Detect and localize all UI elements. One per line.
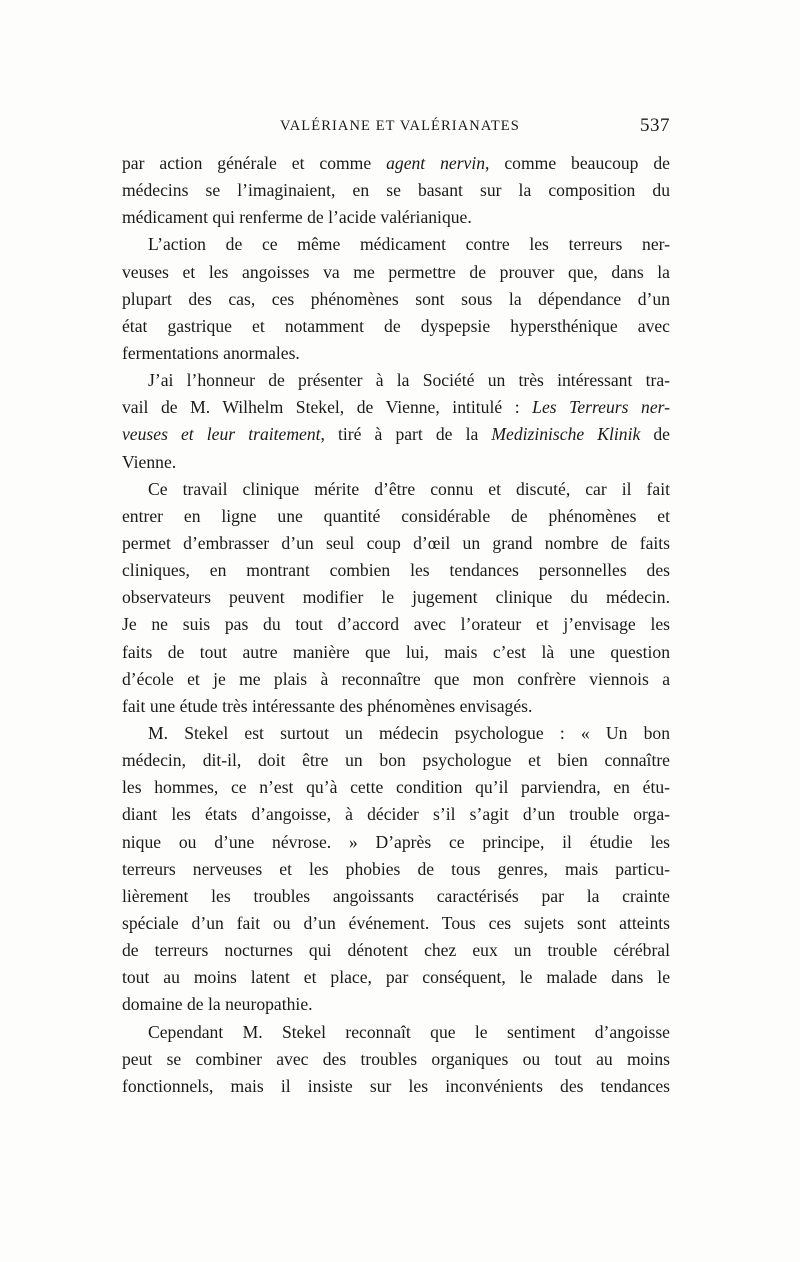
text-line: cliniques, en montrant combien les tendances personnelles des — [122, 560, 670, 581]
text-line: L’action de ce même médicament contre les terreurs ner- — [148, 234, 670, 255]
text-line: vail de M. Wilhelm Stekel, de Vienne, intitulé : Les Terreurs ner- — [122, 397, 670, 418]
text-line: terreurs nerveuses et les phobies de tous genres, mais particu- — [122, 858, 670, 879]
text-line: Ce travail clinique mérite d’être connu et discuté, car il fait — [148, 478, 670, 499]
text-line: plupart des cas, ces phénomènes sont sous la dépendance d’un — [122, 288, 670, 309]
text-line: les hommes, ce n’est qu’à cette condition qu’il parviendra, en étu- — [122, 777, 670, 798]
body-text — [122, 150, 670, 1100]
text-line: domaine de la neuropathie. — [122, 994, 313, 1015]
text-line: M. Stekel est surtout un médecin psychologue : « Un bon — [148, 722, 670, 743]
running-title: VALÉRIANE ET VALÉRIANATES — [280, 118, 520, 134]
text-line: médecins se l’imaginaient, en se basant sur la composition du — [122, 180, 670, 201]
text-line: nique ou d’une névrose. » D’après ce principe, il étudie les — [122, 831, 670, 852]
text-line: veuses et les angoisses va me permettre de prouver que, dans la — [122, 261, 670, 282]
text-line: médicament qui renferme de l’acide valérianique. — [122, 207, 472, 228]
text-line: fonctionnels, mais il insiste sur les inconvénients des tendances — [122, 1075, 670, 1096]
text-line: lièrement les troubles angoissants caractérisés par la crainte — [122, 885, 670, 906]
text-line: veuses et leur traitement, tiré à part de la Medizinische Klinik de — [122, 424, 670, 445]
italic-phrase: veuses et leur traitement — [122, 424, 321, 445]
text-line: Cependant M. Stekel reconnaît que le sentiment d’angoisse — [148, 1021, 670, 1042]
text-line: tout au moins latent et place, par conséquent, le malade dans le — [122, 967, 670, 988]
page-number: 537 — [640, 115, 670, 136]
text-line: état gastrique et notamment de dyspepsie hypersthénique avec — [122, 315, 670, 336]
text-line: d’école et je me plais à reconnaître que mon confrère viennois a — [122, 668, 670, 689]
text-line: permet d’embrasser d’un seul coup d’œil un grand nombre de faits — [122, 532, 670, 553]
text-line: faits de tout autre manière que lui, mais c’est là une question — [122, 641, 670, 662]
text-line: par action générale et comme agent nervin, comme beaucoup de — [122, 153, 670, 173]
italic-phrase: Les Terreurs ner- — [532, 397, 670, 418]
text-line: fermentations anormales. — [122, 342, 300, 363]
text-line: Je ne suis pas du tout d’accord avec l’orateur et j’envisage les — [122, 614, 670, 635]
text-line: diant les états d’angoisse, à décider s’il s’agit d’un trouble orga- — [122, 804, 670, 825]
running-head — [122, 116, 670, 140]
text-line: peut se combiner avec des troubles organiques ou tout au moins — [122, 1048, 670, 1069]
text-line: J’ai l’honneur de présenter à la Société un très intéressant tra- — [148, 370, 670, 391]
text-line: fait une étude très intéressante des phénomènes envisagés. — [122, 695, 533, 716]
text-line: observateurs peuvent modifier le jugement clinique du médecin. — [122, 587, 670, 608]
italic-phrase: agent nervin — [386, 153, 486, 173]
text-line: médecin, dit-il, doit être un bon psychologue et bien connaître — [122, 750, 670, 771]
italic-phrase: Medizinische Klinik — [491, 424, 641, 445]
text-line: entrer en ligne une quantité considérable de phénomènes et — [122, 505, 670, 526]
text-line: Vienne. — [122, 451, 177, 472]
text-line: de terreurs nocturnes qui dénotent chez eux un trouble cérébral — [122, 940, 670, 961]
text-line: spéciale d’un fait ou d’un événement. Tous ces sujets sont atteints — [122, 912, 670, 933]
